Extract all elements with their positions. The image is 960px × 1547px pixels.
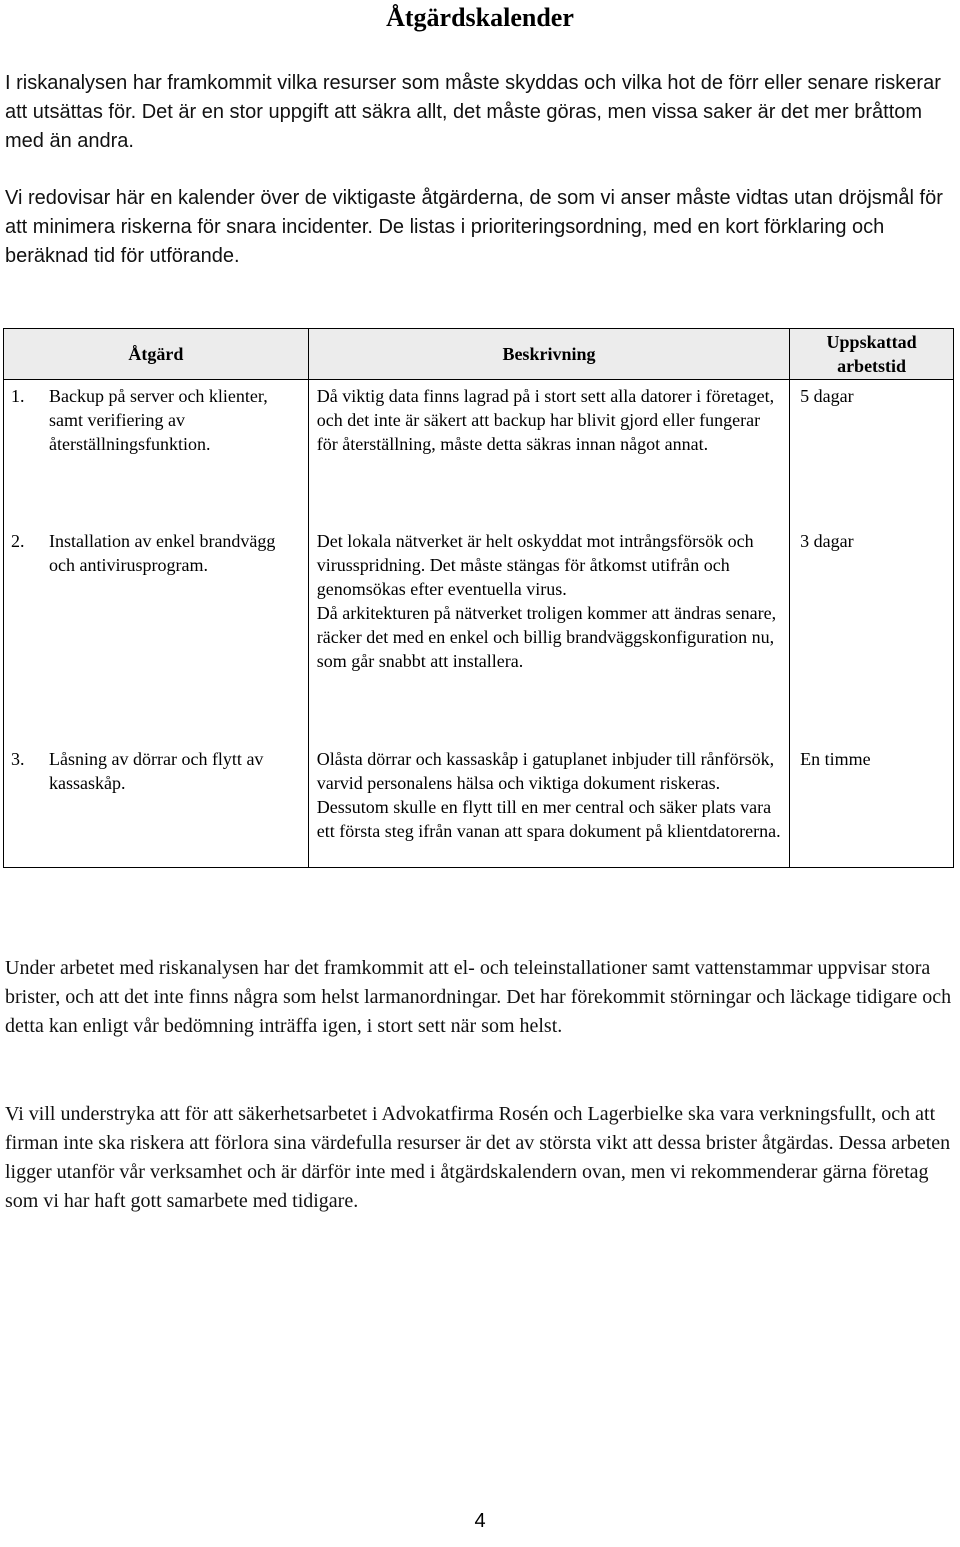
description-cell xyxy=(308,380,789,526)
header-action: Åtgärd xyxy=(4,329,309,380)
row-number: 2. xyxy=(11,531,25,551)
description-text: Det lokala nätverket är helt oskyddat mot intrångsförsök och virusspridning. Det måste stängas för åtkomst utifrån och genomsökas efter eventuella virus. xyxy=(316,531,754,599)
action-text: Låsning av dörrar och flytt av kassaskåp. xyxy=(49,749,264,793)
time-text: 5 dagar xyxy=(800,386,854,406)
table-row xyxy=(4,743,954,868)
row-number: 1. xyxy=(11,386,25,406)
table-row xyxy=(4,380,954,526)
time-text: En timme xyxy=(800,749,871,769)
table-row xyxy=(4,525,954,743)
header-time-line1: Uppskattad xyxy=(826,332,917,352)
header-estimated-time xyxy=(790,329,954,380)
action-cell xyxy=(4,525,309,743)
time-cell xyxy=(790,380,954,526)
action-calendar-table xyxy=(3,328,954,868)
row-number: 3. xyxy=(11,749,25,769)
description-cell xyxy=(308,743,789,868)
outro-paragraph-2: Vi vill understryka att för att säkerhetsarbetet i Advokatfirma Rosén och Lagerbielke ska vara verkningsfullt, och att firman inte ska riskera att förlora sina värdefulla resurser är det av största vikt att dessa brister åtgärdas. Dessa arbeten ligger utanför vår verksamhet och är därför inte med i åtgärdskalendern ovan, men vi rekommenderar gärna företag som vi har haft gott samarbete med tidigare. xyxy=(5,1103,951,1212)
action-text: Installation av enkel brandvägg och antivirusprogram. xyxy=(49,531,276,575)
time-cell xyxy=(790,525,954,743)
intro-paragraph-2: Vi redovisar här en kalender över de viktigaste åtgärderna, de som vi anser måste vidtas utan dröjsmål för att minimera riskerna för snara incidenter. De listas i prioriteringsordning, med en kort förklaring och beräknad tid för utförande. xyxy=(5,187,943,267)
time-cell xyxy=(790,743,954,868)
table-header-row xyxy=(4,329,954,380)
page-title: Åtgärdskalender xyxy=(386,3,574,32)
action-text: Backup på server och klienter, samt verifiering av återställningsfunktion. xyxy=(49,386,268,454)
description-text: Då viktig data finns lagrad på i stort sett alla datorer i företaget, och det inte är säkert att backup har blivit gjord eller fungerar för återställning, måste detta säkras innan något annat. xyxy=(316,386,775,454)
outro-paragraph-1: Under arbetet med riskanalysen har det framkommit att el- och teleinstallationer samt vattenstammar uppvisar stora brister, och att det inte finns några som helst larmanordningar. Det har förekommit störningar och läckage tidigare och detta kan enligt vår bedömning inträffa igen, i stort sett när som helst. xyxy=(5,957,952,1037)
time-text: 3 dagar xyxy=(800,531,854,551)
action-cell xyxy=(4,743,309,868)
page-number: 4 xyxy=(474,1510,486,1532)
description-text-2: Då arkitekturen på nätverket troligen kommer att ändras senare, räcker det med en enkel och billig brandväggskonfiguration nu, som går snabbt att installera. xyxy=(316,603,777,671)
description-text: Olåsta dörrar och kassaskåp i gatuplanet inbjuder till rånförsök, varvid personalens hälsa och viktiga dokument riskeras. Dessutom skulle en flytt till en mer central och säker plats vara ett första steg ifrån vanan att spara dokument på klientdatorerna. xyxy=(316,749,781,841)
action-cell xyxy=(4,380,309,526)
description-cell xyxy=(308,525,789,743)
header-time-line2: arbetstid xyxy=(837,356,907,376)
intro-paragraph-1: I riskanalysen har framkommit vilka resurser som måste skyddas och vilka hot de förr eller senare riskerar att utsättas för. Det är en stor uppgift att säkra allt, det måste göras, men vissa saker är det mer bråttom med än andra. xyxy=(5,72,941,152)
header-description: Beskrivning xyxy=(308,329,789,380)
